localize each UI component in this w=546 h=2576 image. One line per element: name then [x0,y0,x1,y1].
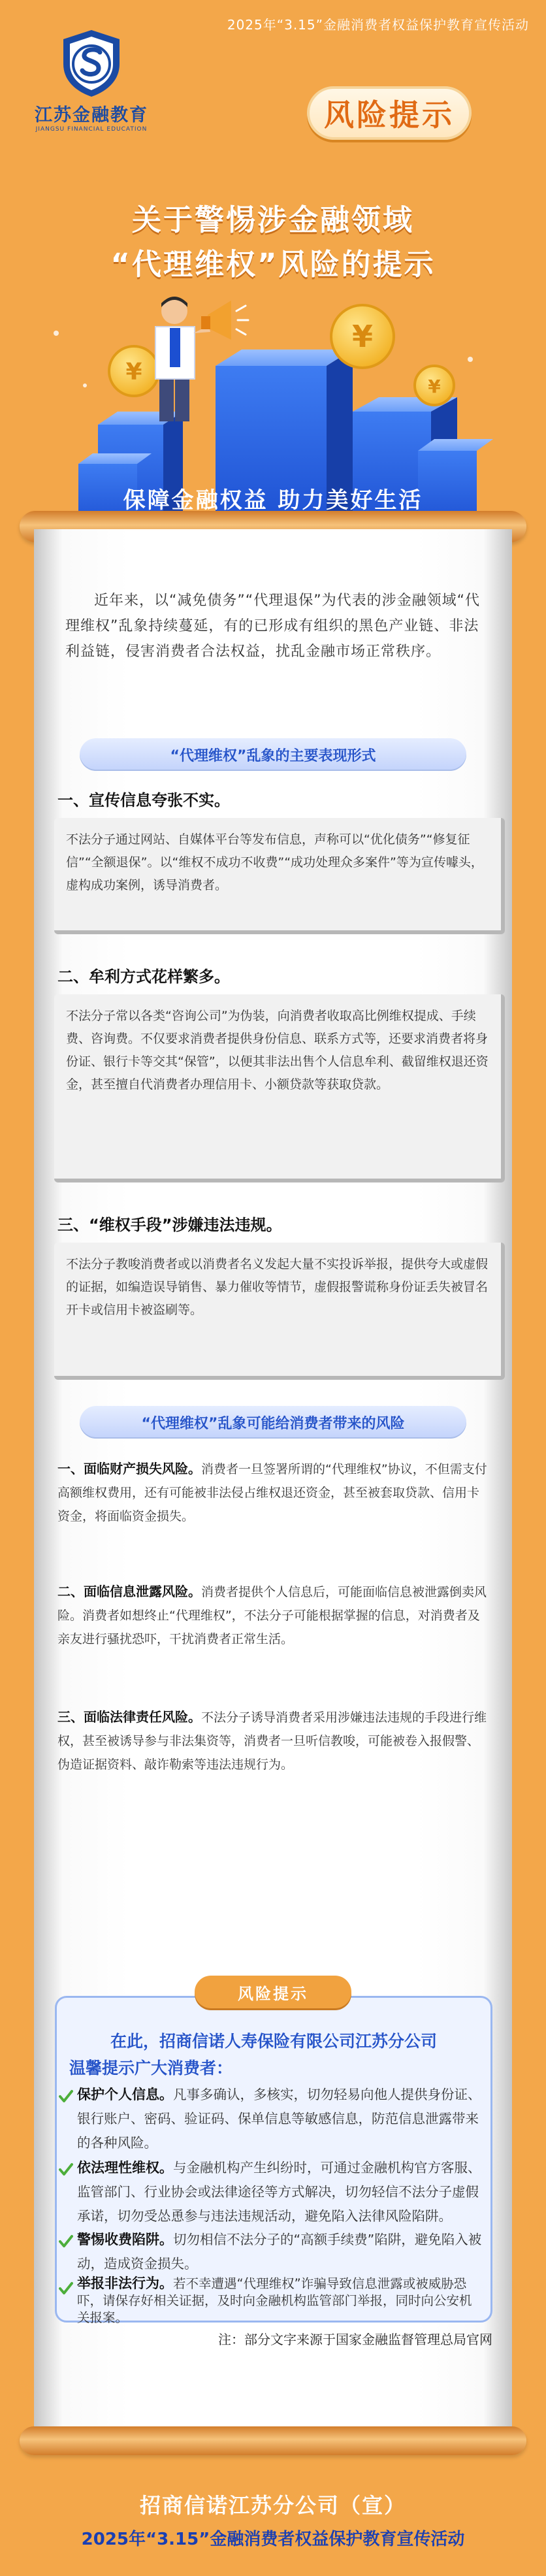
risk-item-1-body: 消费者一旦签署所谓的“代理维权”协议，不但需支付高额维权费用，还有可能被非法侵占维权退还资金，甚至被套取贷款、信用卡资金，将面临资金损失。 [57,1462,487,1524]
page-title-line-2: “代理维权”风险的提示 [110,247,436,282]
scroll-roll-bottom [20,2426,526,2455]
tip-item-2 [77,2156,482,2228]
tip-item-1-body: 凡事多确认，多核实，切勿轻易向他人提供身份证、银行账户、密码、验证码、保单信息等敏感信息，防范信息泄露带来的各种风险。 [77,2087,481,2151]
risk-item-2 [57,1580,489,1651]
check-icon [59,2162,73,2177]
svg-text:¥: ¥ [351,319,374,354]
risk-item-2-body: 消费者提供个人信息后，可能面临信息被泄露倒卖风险。消费者如想终止“代理维权”，不法分子可能根据掌握的信息，对消费者及亲友进行骚扰恐吓，干扰消费者正常生活。 [57,1585,487,1646]
slogan: 保障金融权益 助力美好生活 [123,487,423,514]
risk-alert-tag: 风险提示 [307,86,472,140]
top-campaign-note: 2025年“3.15”金融消费者权益保护教育宣传活动 [227,17,529,33]
tip-item-2-body: 与金融机构产生纠纷时，可通过金融机构官方客服、监管部门、行业协会或法律途径等方式解决，切勿轻信不法分子虚假承诺，切勿受怂恿参与违法违规活动，避免陷入法律风险陷阱。 [77,2160,481,2224]
page-title-line-1: 关于警惕涉金融领域 [131,203,414,237]
svg-text:¥: ¥ [428,376,441,397]
footer-campaign: 2025年“3.15”金融消费者权益保护教育宣传活动 [81,2530,465,2549]
risk-item-3-title: 三、面临法律责任风险。 [57,1709,201,1725]
source-footnote: 注：部分文字来源于国家金融监督管理总局官网 [218,2332,492,2347]
svg-text:¥: ¥ [125,359,142,385]
tip-item-4 [77,2275,482,2326]
form-item-2-title: 二、牟利方式花样繁多。 [57,968,230,986]
logo-text-cn: 江苏金融教育 [35,105,148,125]
notice-tab: 风险提示 [195,1976,351,2008]
risk-item-1-title: 一、面临财产损失风险。 [57,1461,201,1476]
intro-paragraph: 近年来，以“减免债务”“代理退保”为代表的涉金融领域“代理维权”乱象持续蔓延，有的已形成有组织的黑色产业链、非法利益链，侵害消费者合法权益，扰乱金融市场正常秩序。 [65,593,480,660]
tip-item-3-body: 切勿相信不法分子的“高额手续费”陷阱，避免陷入被动，造成资金损失。 [77,2232,482,2272]
logo-text-en: JIANGSU FINANCIAL EDUCATION [35,126,148,133]
notice-heading: 在此，招商信诺人寿保险有限公司江苏分公司 [110,2032,437,2051]
risk-item-3-body: 不法分子诱导消费者采用涉嫌违法违规的手段进行维权，甚至被诱导参与非法集资等，消费者一旦听信教唆，可能被卷入报假警、伪造证据资料、敲诈勒索等违法违规行为。 [57,1710,487,1772]
section-header-forms: “代理维权”乱象的主要表现形式 [80,738,466,771]
logo [26,27,157,133]
form-item-2-body: 不法分子常以各类“咨询公司”为伪装，向消费者收取高比例维权提成、手续费、咨询费。不仅要求消费者提供身份信息、联系方式等，还要求消费者将身份证、银行卡等交其“保管”，以便其非法出售个人信息牟利、截留维权退还资金，甚至擅自代消费者办理信用卡、小额贷款等获取贷款。 [54,994,505,1182]
shield-logo-icon [59,27,123,98]
form-item-3-body: 不法分子教唆消费者或以消费者名义发起大量不实投诉举报，提供夸大或虚假的证据，如编造误导销售、暴力催收等情节，虚假报警谎称身份证丢失被冒名开卡或信用卡被盗刷等。 [54,1243,505,1380]
section-header-risks: “代理维权”乱象可能给消费者带来的风险 [80,1406,466,1439]
form-item-1-body: 不法分子通过网站、自媒体平台等发布信息，声称可以“优化债务”“修复征信”“全额退保”。以“维权不成功不收费”“成功处理众多案件”等为宣传噱头，虚构成功案例，诱导消费者。 [54,818,505,934]
footer-organization: 招商信诺江苏分公司（宣） [139,2493,406,2518]
tip-item-2-title: 依法理性维权。 [77,2160,173,2176]
tip-item-1 [77,2083,482,2155]
risk-item-1 [57,1457,489,1528]
risk-item-3 [57,1705,489,1776]
form-item-1-title: 一、宣传信息夸张不实。 [57,791,230,809]
check-icon [59,2281,73,2296]
check-icon [59,2234,73,2249]
check-icon [59,2089,73,2104]
tip-item-3-title: 警惕收费陷阱。 [77,2232,173,2247]
tip-item-3 [77,2228,482,2276]
risk-item-2-title: 二、面临信息泄露风险。 [57,1584,201,1599]
tip-item-1-title: 保护个人信息。 [77,2087,173,2102]
form-item-3-title: 三、“维权手段”涉嫌违法违规。 [57,1216,282,1234]
tip-item-4-title: 举报非法行为。 [77,2275,173,2291]
tip-item-4-body: 若不幸遭遇“代理维权”诈骗导致信息泄露或被威胁恐吓，请保存好相关证据，及时向金融机构监管部门举报，同时向公安机关报案。 [77,2276,472,2325]
notice-subheading: 温馨提示广大消费者： [69,2059,233,2078]
